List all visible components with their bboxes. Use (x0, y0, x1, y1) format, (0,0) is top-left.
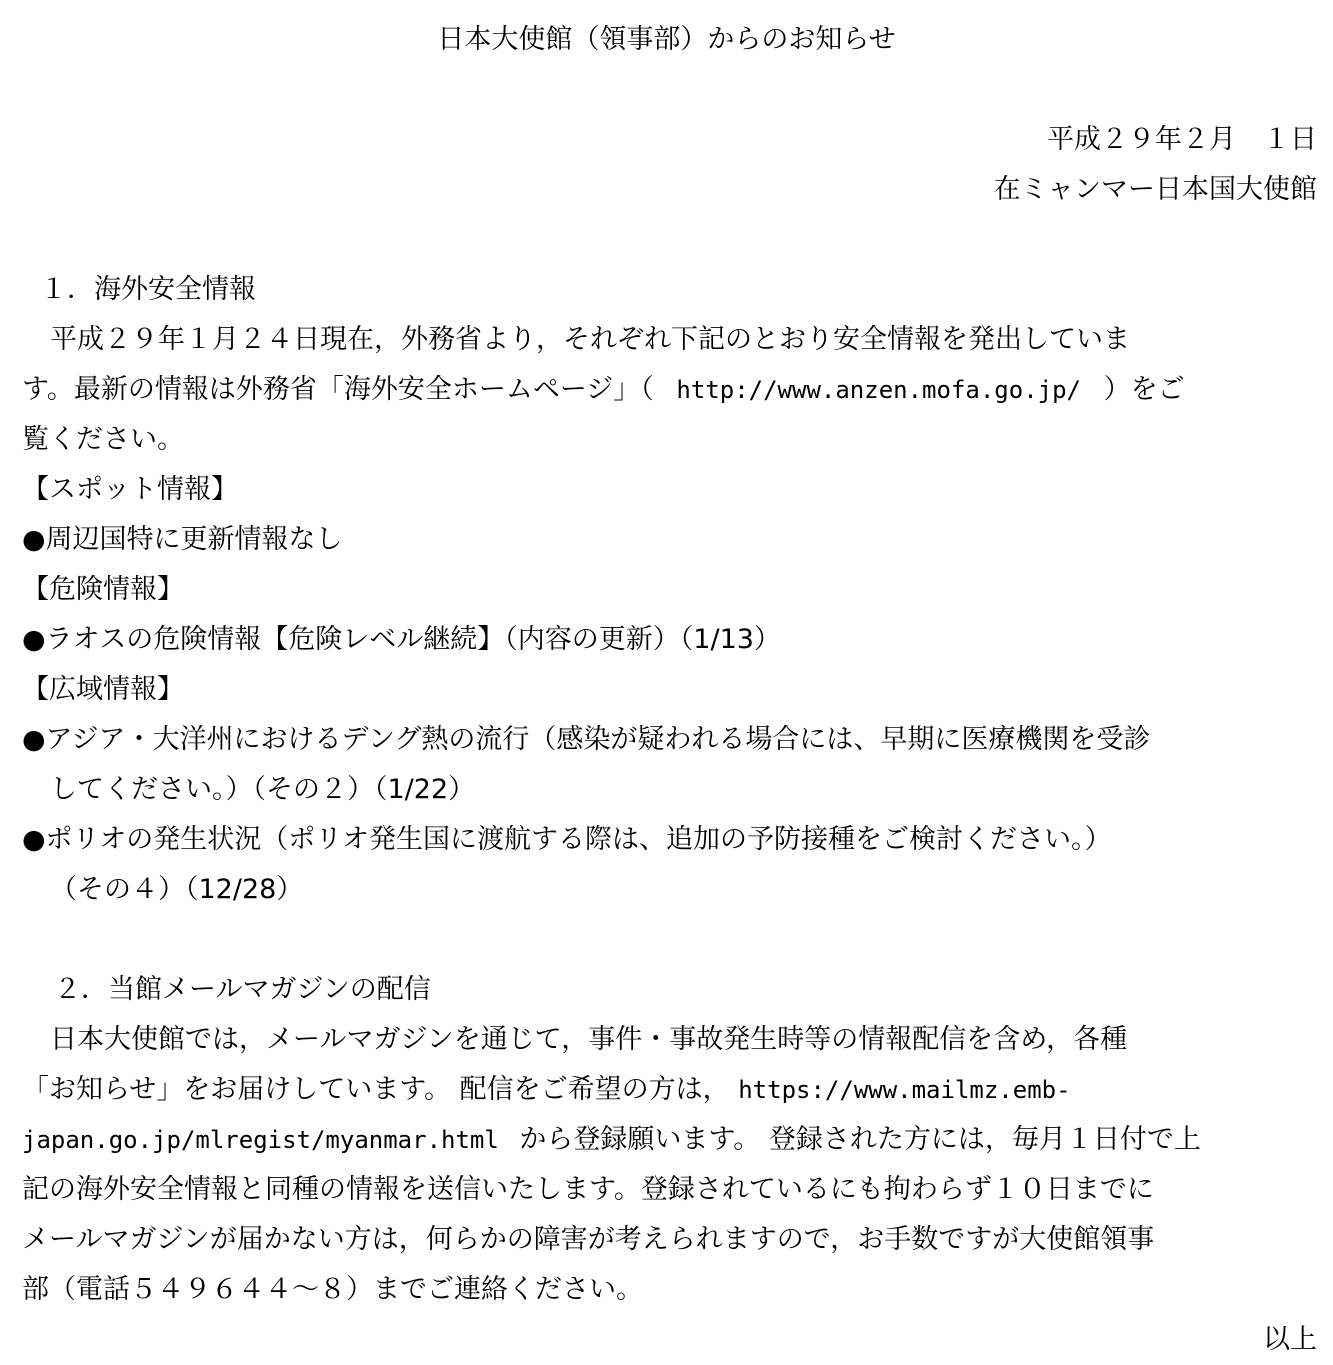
mailmz-url-link-part-1[interactable]: https://www.mailmz.emb- (738, 1076, 1071, 1104)
anzen-url-link[interactable]: http://www.anzen.mofa.go.jp/ (676, 376, 1081, 404)
intro-text-b: ）をご (1103, 374, 1185, 405)
issue-date: 平成２９年２月 １日 (1047, 124, 1317, 155)
section-1-intro-line-3: 覧ください。 (22, 424, 184, 455)
section-2-line-4: 記の海外安全情報と同種の情報を送信いたします。登録されているにも拘わらず１０日までに (22, 1174, 1154, 1205)
section-2-line-3 (22, 1122, 1201, 1158)
intro-text-a: す。最新の情報は外務省「海外安全ホームページ」（ (22, 374, 654, 405)
section-2-line-2 (22, 1072, 1071, 1108)
spot-info-label: 【スポット情報】 (22, 474, 238, 505)
section-1-intro-line-2 (22, 372, 1185, 408)
closing-text: 以上 (1263, 1324, 1317, 1355)
wide-area-item-2-line-2: （その４）（12/28） (50, 874, 304, 905)
section-2-line-6: 部（電話５４９６４４～８）までご連絡ください。 (22, 1274, 643, 1305)
section-1-intro-line-1: 平成２９年１月２４日現在，外務省より，それぞれ下記のとおり安全情報を発出していま (50, 324, 1130, 355)
danger-info-label: 【危険情報】 (22, 574, 184, 605)
section-2-line-1: 日本大使館では，メールマガジンを通じて，事件・事故発生時等の情報配信を含め，各種 (50, 1024, 1128, 1055)
section-1-heading: １．海外安全情報 (40, 274, 256, 305)
section-2-heading: ２．当館メールマガジンの配信 (54, 974, 431, 1005)
wide-area-item-1-line-1: ●アジア・大洋州におけるデング熱の流行（感染が疑われる場合には、早期に医療機関を受診 (22, 724, 1151, 755)
wide-area-item-2-line-1: ●ポリオの発生状況（ポリオ発生国に渡航する際は、追加の予防接種をご検討ください。） (22, 824, 1112, 855)
section-2-line-5: メールマガジンが届かない方は，何らかの障害が考えられますので，お手数ですが大使館領事 (22, 1224, 1155, 1255)
issuer-name: 在ミャンマー日本国大使館 (993, 174, 1317, 205)
wide-area-info-label: 【広域情報】 (22, 674, 184, 705)
wide-area-item-1-line-2: してください。）（その２）（1/22） (50, 774, 476, 805)
mailmz-url-link-part-2[interactable]: japan.go.jp/mlregist/myanmar.html (22, 1126, 499, 1154)
danger-info-item: ●ラオスの危険情報【危険レベル継続】（内容の更新）（1/13） (22, 624, 781, 655)
section-2-line-2-text: 「お知らせ」をお届けしています。 配信をご希望の方は， (22, 1074, 730, 1105)
section-2-line-3-text: から登録願います。 登録された方には，毎月１日付で上 (519, 1124, 1201, 1155)
spot-info-item: ●周辺国特に更新情報なし (22, 524, 343, 555)
document-title: 日本大使館（領事部）からのお知らせ (437, 24, 896, 55)
